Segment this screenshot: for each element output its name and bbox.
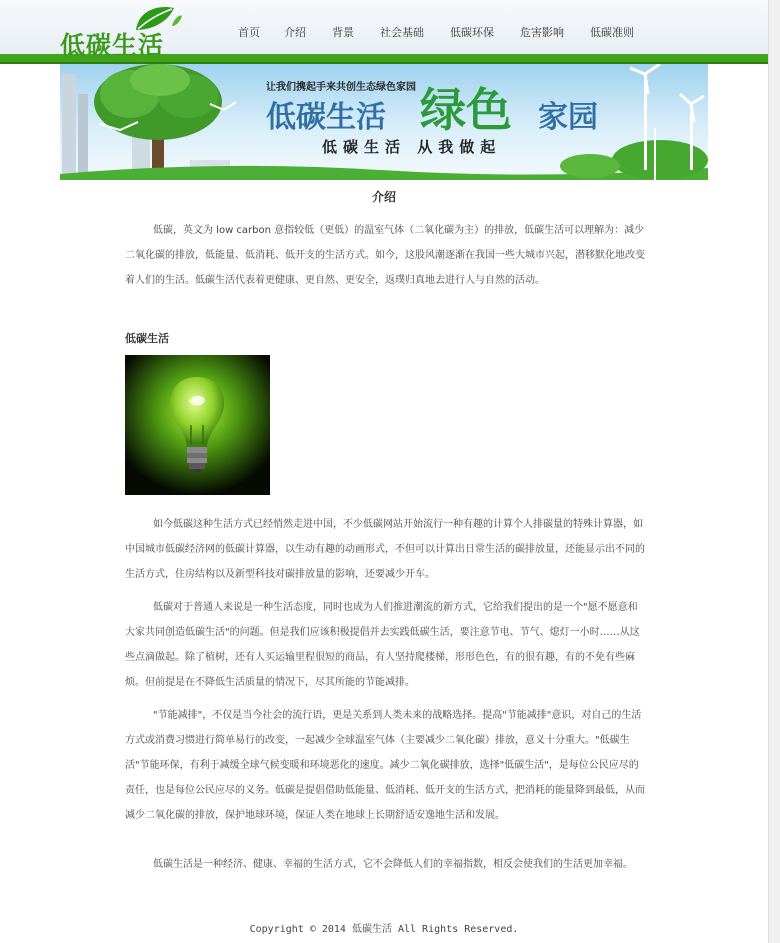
nav-item-intro[interactable]: 介绍 [284, 26, 306, 39]
footer-copyright: Copyright © 2014 低碳生活 All Rights Reserved. [249, 924, 519, 935]
nav-item-low-carbon-environment[interactable]: 低碳环保 [450, 26, 494, 39]
body-paragraph-2: 低碳对于普通人来说是一种生活态度，同时也成为人们推进潮流的新方式，它给我们提出的是一个"愿不愿意和大家共同创造低碳生活"的问题。但是我们应该积极提倡并去实践低碳生活，要注意节电、节气、熄灯一小时……从这些点滴做起。除了植树，还有人买运输里程很短的商品，有人坚持爬楼梯，形形色色，有的很有趣，有的不免有些麻烦。但前提是在不降低生活质量的情况下，尽其所能的节能减排。 [125, 602, 640, 688]
site-logo[interactable] [60, 4, 190, 60]
nav-item-social-basis[interactable]: 社会基础 [380, 26, 424, 39]
tree-icon [94, 64, 222, 176]
intro-paragraph: 低碳，英文为 low carbon 意指较低（更低）的温室气体（二氧化碳为主）的排放，低碳生活可以理解为：减少二氧化碳的排放，低能量、低消耗、低开支的生活方式。如今，这股风潮逐渐在我国一些大城市兴起，潜移默化地改变着人们的生活。低碳生活代表着更健康、更自然、更安全，返璞归真地去进行人与自然的活动。 [125, 225, 645, 286]
section-heading: 低碳生活 [125, 332, 169, 345]
body-paragraph-1: 如今低碳这种生活方式已经悄然走进中国，不少低碳网站开始流行一种有趣的计算个人排碳量的特殊计算器，如中国城市低碳经济网的低碳计算器，以生动有趣的动画形式，不但可以计算出日常生活的碳排放量，还能显示出不同的生活方式，住房结构以及新型科技对碳排放量的影响，还要减少开车。 [125, 519, 645, 580]
main-nav [238, 24, 634, 40]
banner-slogan-small: 让我们携起手来共创生态绿色家园 [266, 82, 416, 93]
hero-banner [60, 64, 708, 180]
nav-item-guidelines[interactable]: 低碳准则 [590, 26, 634, 39]
banner-title-part3: 家园 [538, 100, 598, 135]
banner-title-part2: 绿色 [420, 83, 512, 137]
page-title: 介绍 [371, 190, 396, 204]
nav-item-harm-impact[interactable]: 危害影响 [520, 26, 564, 39]
banner-title-part1: 低碳生活 [266, 100, 386, 135]
body-paragraph-3: "节能减排"，不仅是当今社会的流行语，更是关系到人类未来的战略选择。提高"节能减排"意识，对自己的生活方式或消费习惯进行简单易行的改变，一起减少全球温室气体（主要减少二氧化碳）排放，意义十分重大。"低碳生活"节能环保，有利于减缓全球气候变暖和环境恶化的速度。减少二氧化碳排放，选择"低碳生活"，是每位公民应尽的责任，也是每位公民应尽的义务。低碳是提倡借助低能量、低消耗、低开支的生活方式，把消耗的能量降到最低，从而减少二氧化碳的排放，保护地球环境，保证人类在地球上长期舒适安逸地生活和发展。 [125, 710, 645, 821]
body-paragraph-4: 低碳生活是一种经济、健康、幸福的生活方式，它不会降低人们的幸福指数，相反会使我们的生活更加幸福。 [153, 859, 633, 870]
nav-item-background[interactable]: 背景 [332, 26, 354, 39]
lightbulb-image [125, 355, 270, 495]
nav-item-home[interactable]: 首页 [238, 26, 260, 39]
logo-text: 低碳生活 [60, 31, 165, 60]
page-scrollbar[interactable] [768, 0, 780, 943]
banner-subline: 低碳生活 从我做起 [322, 138, 502, 156]
